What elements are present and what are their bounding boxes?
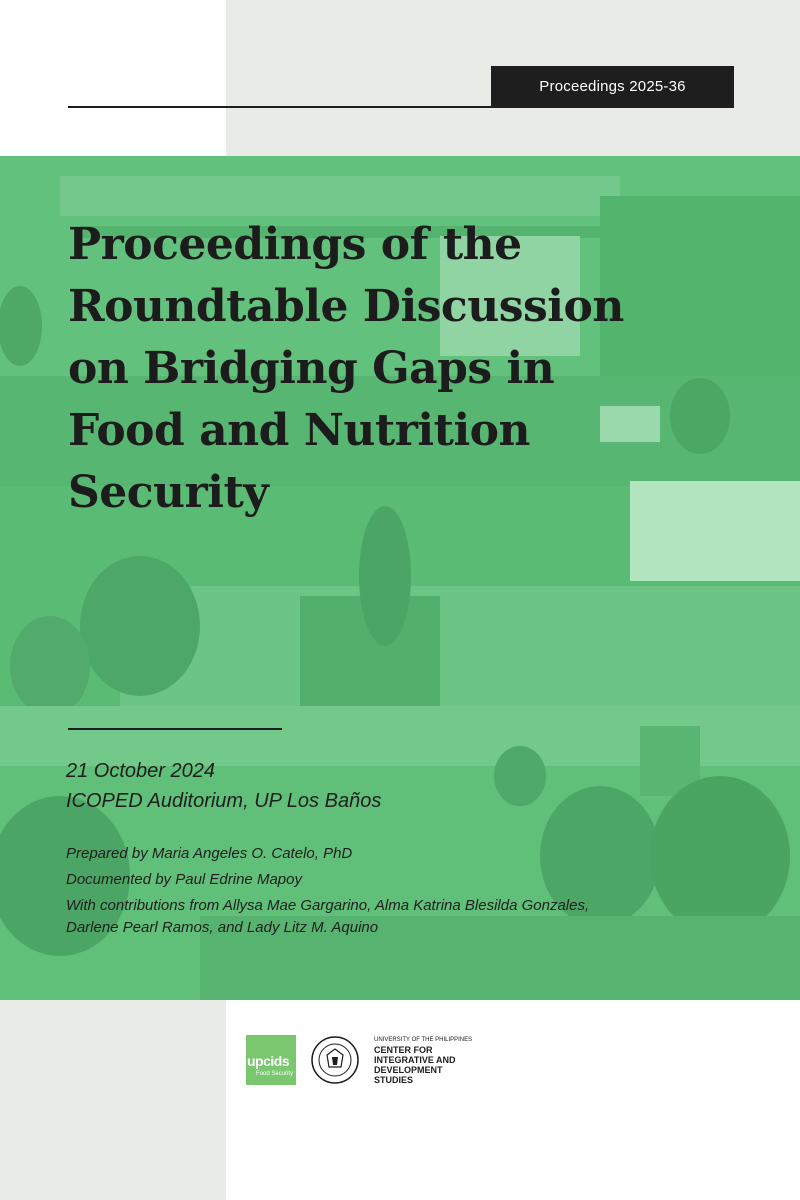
university-line-5: STUDIES — [374, 1075, 414, 1085]
title-line-1: Proceedings of the — [68, 219, 522, 270]
university-name — [374, 1035, 472, 1085]
prepared-by: Prepared by Maria Angeles O. Catelo, PhD — [66, 845, 353, 862]
university-line-4: DEVELOPMENT — [374, 1065, 443, 1075]
title-line-2: Roundtable Discussion — [68, 281, 624, 332]
bottom-left-band — [0, 1000, 226, 1200]
university-line-1: UNIVERSITY OF THE PHILIPPINES — [374, 1037, 473, 1043]
bottom-right-band — [226, 1000, 800, 1200]
section-rule — [68, 728, 282, 730]
documented-by: Documented by Paul Edrine Mapoy — [66, 871, 302, 888]
university-line-2: CENTER FOR — [374, 1045, 433, 1055]
contributions-line-2: Darlene Pearl Ramos, and Lady Litz M. Aquino — [66, 919, 379, 936]
document-title — [68, 214, 708, 524]
upcids-program: Food Security — [256, 1071, 294, 1077]
series-badge: Proceedings 2025-36 — [491, 66, 734, 107]
university-seal-icon — [310, 1035, 360, 1085]
university-line-3: INTEGRATIVE AND — [374, 1055, 456, 1065]
event-venue: ICOPED Auditorium, UP Los Baños — [66, 790, 382, 812]
credits-block — [66, 843, 746, 943]
contributions-line-1: With contributions from Allysa Mae Gargarino, Alma Katrina Blesilda Gonzales, — [66, 897, 590, 914]
event-date: 21 October 2024 — [66, 760, 215, 782]
upcids-logo — [246, 1035, 296, 1085]
upcids-wordmark: upcids — [247, 1053, 290, 1069]
top-left-band — [0, 0, 226, 156]
publisher-logos — [246, 1034, 472, 1086]
title-line-5: Security — [68, 467, 269, 518]
title-line-3: on Bridging Gaps in — [68, 343, 555, 394]
title-line-4: Food and Nutrition — [68, 405, 531, 456]
